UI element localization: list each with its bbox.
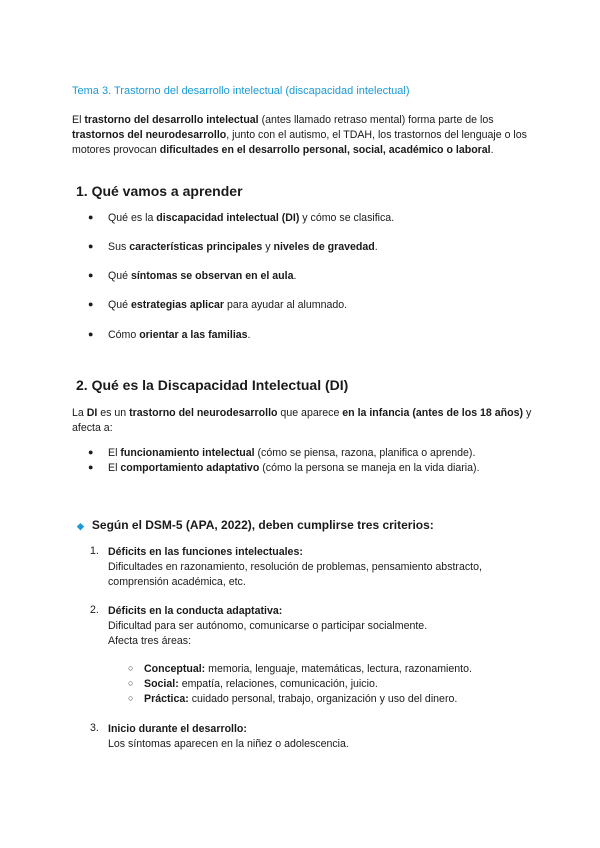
circle-bullet-icon: ○ <box>128 693 134 703</box>
section-1-heading: 1. Qué vamos a aprender <box>76 183 243 199</box>
dsm-heading: ◆ Según el DSM-5 (APA, 2022), deben cumplirse tres criterios: <box>77 518 434 532</box>
bullet-icon: ● <box>88 299 94 309</box>
diamond-bullet-icon: ◆ <box>77 521 84 531</box>
section-2-paragraph: La DI es un trastorno del neurodesarrollo que aparece en la infancia (antes de los 18 años) y afecta a: <box>72 407 532 434</box>
section-2-heading: 2. Qué es la Discapacidad Intelectual (DI) <box>76 377 349 393</box>
circle-bullet-icon: ○ <box>128 678 134 688</box>
bullet-icon: ● <box>88 212 94 222</box>
bullet-icon: ● <box>88 270 94 280</box>
bullet-icon: ● <box>88 241 94 251</box>
bullet-icon: ● <box>88 329 94 339</box>
bullet-icon: ● <box>88 447 94 457</box>
intro-paragraph: El trastorno del desarrollo intelectual (antes llamado retraso mental) forma parte de los trastornos del neurodesarrollo, junto con el autismo, el TDAH, los trastornos del lenguaje o los motores provocan dificultades en el desarrollo personal, social, académico o laboral. <box>72 114 527 156</box>
circle-bullet-icon: ○ <box>128 663 134 673</box>
topic-title: Tema 3. Trastorno del desarrollo intelectual (discapacidad intelectual) <box>72 85 410 97</box>
bullet-icon: ● <box>88 462 94 472</box>
